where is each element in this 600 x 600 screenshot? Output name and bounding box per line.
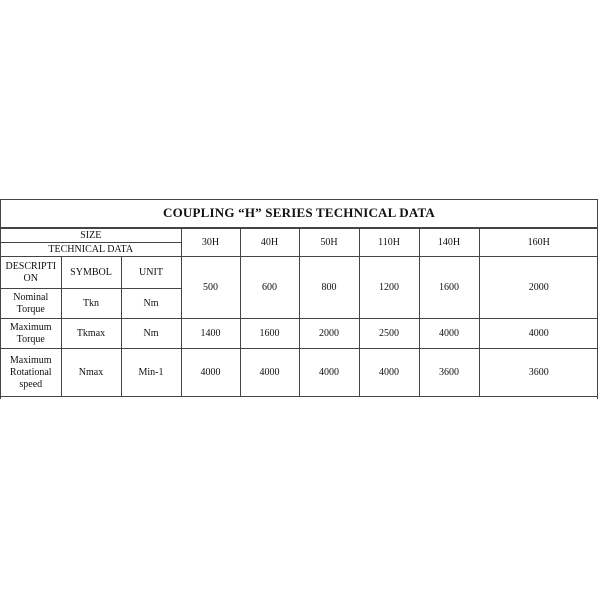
size-header: 50H: [299, 229, 359, 257]
table-cell: 1600: [240, 319, 299, 349]
table-cell: 4000: [240, 349, 299, 397]
size-header: 110H: [359, 229, 419, 257]
table-cell: 1200: [359, 257, 419, 319]
unit-header: UNIT: [121, 257, 181, 289]
table-row: [1, 349, 598, 397]
table-cell: 500: [181, 257, 240, 319]
table-cell: 3600: [419, 349, 479, 397]
technical-data-document: [0, 199, 598, 399]
table-cell: 4000: [299, 349, 359, 397]
size-header: 140H: [419, 229, 479, 257]
symbol-header: SYMBOL: [61, 257, 121, 289]
row-unit: Nm: [121, 289, 181, 319]
table-cell: 1600: [419, 257, 479, 319]
table-row: [1, 319, 598, 349]
table-cell: 2000: [479, 257, 598, 319]
row-symbol: Nmax: [61, 349, 121, 397]
table-cell: 4000: [181, 349, 240, 397]
row-description: Nominal Torque: [1, 289, 61, 319]
table-cell: 2000: [299, 319, 359, 349]
row-description: Maximum Rotational speed: [1, 349, 61, 397]
table-cell: 800: [299, 257, 359, 319]
technical-data-label: TECHNICAL DATA: [1, 243, 181, 257]
size-header: 30H: [181, 229, 240, 257]
row-symbol: Tkmax: [61, 319, 121, 349]
row-description: Maximum Torque: [1, 319, 61, 349]
table-cell: 600: [240, 257, 299, 319]
row-symbol: Tkn: [61, 289, 121, 319]
table-cell: 4000: [479, 319, 598, 349]
row-unit: Nm: [121, 319, 181, 349]
size-header: 40H: [240, 229, 299, 257]
header-row-columns: [1, 257, 598, 289]
table-cell: 4000: [419, 319, 479, 349]
table-cell: 3600: [479, 349, 598, 397]
size-header: 160H: [479, 229, 598, 257]
size-label: SIZE: [1, 229, 181, 243]
table-title: COUPLING “H” SERIES TECHNICAL DATA: [1, 200, 597, 228]
row-unit: Min-1: [121, 349, 181, 397]
table-cell: 4000: [359, 349, 419, 397]
description-header: DESCRIPTI ON: [1, 257, 61, 289]
technical-data-table: [1, 228, 598, 397]
header-row-size: [1, 229, 598, 243]
table-cell: 2500: [359, 319, 419, 349]
table-cell: 1400: [181, 319, 240, 349]
